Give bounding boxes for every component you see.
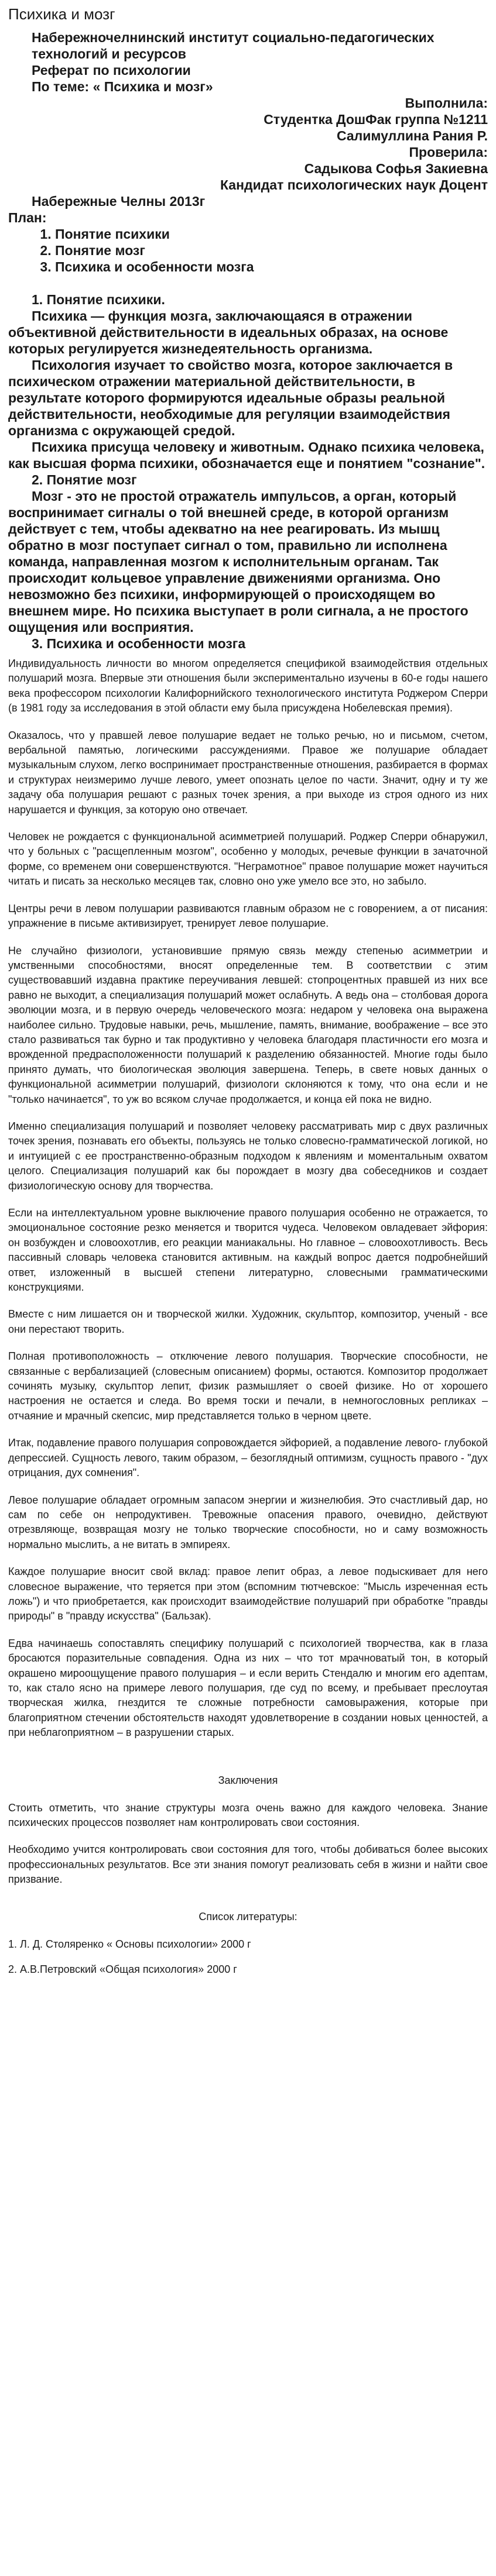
body-paragraph: Полная противоположность – отключение левого полушария. Творческие способности, не связанные с вербализацией (словесным описанием) формы, остаются. Композитор продолжает сочинять музыку, скульптор лепит, физик размышляет о своей физике. Но от хорошего настроения не остается и следа. Во время тоски и печали, в немногословных репликах – отчаяние и мрачный скепсис, мир представляется только в черном цвете. <box>8 1350 488 1422</box>
conclusion-text <box>8 1801 488 1887</box>
plan-item: 1. Понятие психики <box>55 226 488 242</box>
section-paragraph: Психика присуща человеку и животным. Однако психика человека, как высшая форма психики, обозначается еще и понятием "сознание". <box>8 439 485 471</box>
body-paragraph: Именно специализация полушарий и позволяет человеку рассматривать мир с двух различных точек зрения, познавать его объекты, пользуясь не только словесно-грамматической логикой, но и интуицией с ее пространственно-образным подходом к явлениям и моментальным охватом целого. Специализация полушарий как бы порождает в мозгу два собеседников и создает физиологическую основу для творчества. <box>8 1120 488 1192</box>
plan-item: 2. Понятие мозг <box>55 242 488 259</box>
body-paragraph: Центры речи в левом полушарии развиваются главным образом не с говорением, а от писания: упражнение в письме активизирует, тренирует левое полушарие. <box>8 902 488 930</box>
main-text <box>8 656 488 1741</box>
document-title: Психика и мозг <box>8 5 115 23</box>
student-group: Студентка ДошФак группа №1211 <box>264 112 488 127</box>
teacher-name: Садыкова Софья Закиевна <box>304 161 488 176</box>
title-block <box>8 29 488 226</box>
section-paragraph: Психология изучает то свойство мозга, которое заключается в психическом отражении материальной действительности, в результате которого формируются идеальные образы реальной действительности, необходимые для регуляции взаимодействия организма с окружающей средой. <box>8 357 453 438</box>
conclusion-paragraph: Необходимо учится контролировать свои состояния для того, чтобы добиваться более высоких профессиональных результатов. Все эти знания помогут реализовать себя в жизни и найти свое призвание. <box>8 1844 488 1886</box>
report-topic: По теме: « Психика и мозг» <box>32 79 213 94</box>
section-heading: 3. Психика и особенности мозга <box>32 636 246 651</box>
conclusion-heading: Заключения <box>218 1774 278 1786</box>
section-psyche <box>8 291 488 652</box>
literature-list <box>8 1937 488 1977</box>
literature-item: 2. А.В.Петровский «Общая психология» 2000 г <box>8 1963 237 1975</box>
body-paragraph: Вместе с ним лишается он и творческой жилки. Художник, скульптор, композитор, ученый - все они перестают творить. <box>8 1308 488 1335</box>
teacher-title: Кандидат психологических наук Доцент <box>220 177 488 192</box>
body-paragraph: Итак, подавление правого полушария сопровождается эйфорией, а подавление левого- глубокой депрессией. Сущность левого, таким образом, – безоглядный оптимизм, сущность правого - "дух отрицания, дух сомнения". <box>8 1437 488 1479</box>
city-year: Набережные Челны 2013г <box>32 194 206 209</box>
plan-item: 3. Психика и особенности мозга <box>55 259 488 275</box>
literature-heading: Список литературы: <box>199 1910 297 1922</box>
report-type: Реферат по психологии <box>32 63 191 78</box>
literature-item: 1. Л. Д. Столяренко « Основы психологии» 2000 г <box>8 1938 251 1950</box>
body-paragraph: Левое полушарие обладает огромным запасом энергии и жизнелюбия. Это счастливый дар, но сам по себе он непродуктивен. Тревожные опасения правого, очевидно, действуют отрезвляюще, возвращая мозгу не только творческие способности, но и саму возможность нормально мыслить, а не витать в эмпиреях. <box>8 1494 488 1550</box>
section-paragraph: Мозг - это не простой отражатель импульсов, а орган, который воспринимает сигналы о той внешней среде, в которой организм действует с тем, чтобы адекватно на нее реагировать. Из мышц обратно в мозг поступает сигнал о том, правильно ли исполнена команда, направленная мозгом к исполнительным органам. Так происходит кольцевое управление движениями организма. Оно невозможно без психики, информирующей о происходящем во внешнем мире. Но психика выступает в роли сигнала, а не простого ощущения или восприятия. <box>8 489 468 635</box>
body-paragraph: Каждое полушарие вносит свой вклад: правое лепит образ, а левое подыскивает для него словесное выражение, что теряется при этом (вспомним тютчевское: "Мысль изреченная есть ложь") и что приобретается, как происходит взаимодействие полушарий при обработке "правды природы" в "правду искусства" (Бальзак). <box>8 1566 488 1622</box>
body-paragraph: Человек не рождается с функциональной асимметрией полушарий. Роджер Сперри обнаружил, что у больных с "расщепленным мозгом", особенно у молодых, речевые функции в зачаточной форме, со временем они совершенствуются. "Неграмотное" правое полушарие может научиться читать и писать за несколько месяцев так, словно оно уже умело все это, но забыло. <box>8 831 488 888</box>
student-name: Салимуллина Рания Р. <box>336 128 488 143</box>
body-paragraph: Не случайно физиологи, установившие прямую связь между степенью асимметрии и умственными способностями, вносят определенные тем. В соответствии с этим существовавший издавна практике переучивания левшей: стопроцентных правшей из них все равно не выходит, а специализация полушарий может ослабнуть. А ведь она – столбовая дорога эволюции мозга, и в первую очередь человеческого мозга: недаром у человека она выражена наиболее сильно. Трудовые навыки, речь, мышление, память, внимание, воображение – все это стало развиваться так бурно и так продуктивно у человека благодаря пластичности его мозга и врожденной предрасположенности полушарий к разделению обязанностей. Многие годы было принято думать, что биологическая эволюция завершена. Теперь, в свете новых данных о функциональной асимметрии полушарий, физиологи склоняются к тому, что она если и не "только начинается", то уж во всяком случае продолжается, и конца ей пока не видно. <box>8 944 488 1105</box>
plan-label: План: <box>8 210 47 225</box>
checked-label: Проверила: <box>409 145 488 160</box>
institute-name: Набережночелнинский институт социально-педагогических технологий и ресурсов <box>32 30 435 61</box>
body-paragraph: Индивидуальность личности во многом определяется спецификой взаимодействия отдельных полушарий мозга. Впервые эти отношения были экспериментально изучены в 60-е годы нашего века профессором психологии Калифорнийского технологического института Роджером Сперри (в 1981 году за исследования в этой области ему была присуждена Нобелевская премия). <box>8 658 488 714</box>
body-paragraph: Едва начинаешь сопоставлять специфику полушарий с психологией творчества, как в глаза бросаются поразительные совпадения. Одна из них – что тот мрачноватый тон, в который окрашено мироощущение правого полушария – и если верить Стендалю и многим его адептам, то, как стало ясно на примере левого полушария, где суд по всему, и пребывает преслоутая творческая жилка, гнездится те сложные потребности самовыражения, которые при благоприятном стечении обстоятельств находят удовлетворение в создании новых ценностей, а при неблагоприятном – в разрушении старых. <box>8 1637 488 1739</box>
performed-label: Выполнила: <box>405 95 488 111</box>
conclusion-paragraph: Стоить отметить, что знание структуры мозга очень важно для каждого человека. Знание психических процессов позволяет нам контролировать свои состояния. <box>8 1801 488 1828</box>
body-paragraph: Если на интеллектуальном уровне выключение правого полушария особенно не отражается, то эмоциональное состояние резко меняется и творится чудеса. Человеком овладевает эйфория: он возбужден и словоохотлив, его реакции маниакальны. Но главное – словоохотливость. Весь пассивный словарь человека становится активным. на каждый вопрос дается подробнейший ответ, изложенный в высшей степени литературно, словесными грамматическими конструкциями. <box>8 1207 488 1294</box>
body-paragraph: Оказалось, что у правшей левое полушарие ведает не только речью, но и письмом, счетом, вербальной памятью, логическими рассуждениями. Правое же полушарие обладает музыкальным слухом, легко воспринимает пространственные отношения, разбирается в формах и структурах неизмеримо лучше левого, умеет опознать целое по части. Значит, одну и ту же задачу оба полушария решают с разных точек зрения, а при выходе из строя одного из них нарушается и функция, за которую оно отвечает. <box>8 729 488 816</box>
plan-list <box>8 226 488 275</box>
section-heading: 2. Понятие мозг <box>32 472 137 487</box>
section-paragraph: Психика — функция мозга, заключающаяся в отражении объективной действительности в идеальных образах, на основе которых регулируется жизнедеятельность организма. <box>8 308 449 356</box>
section-heading: 1. Понятие психики. <box>32 292 165 307</box>
